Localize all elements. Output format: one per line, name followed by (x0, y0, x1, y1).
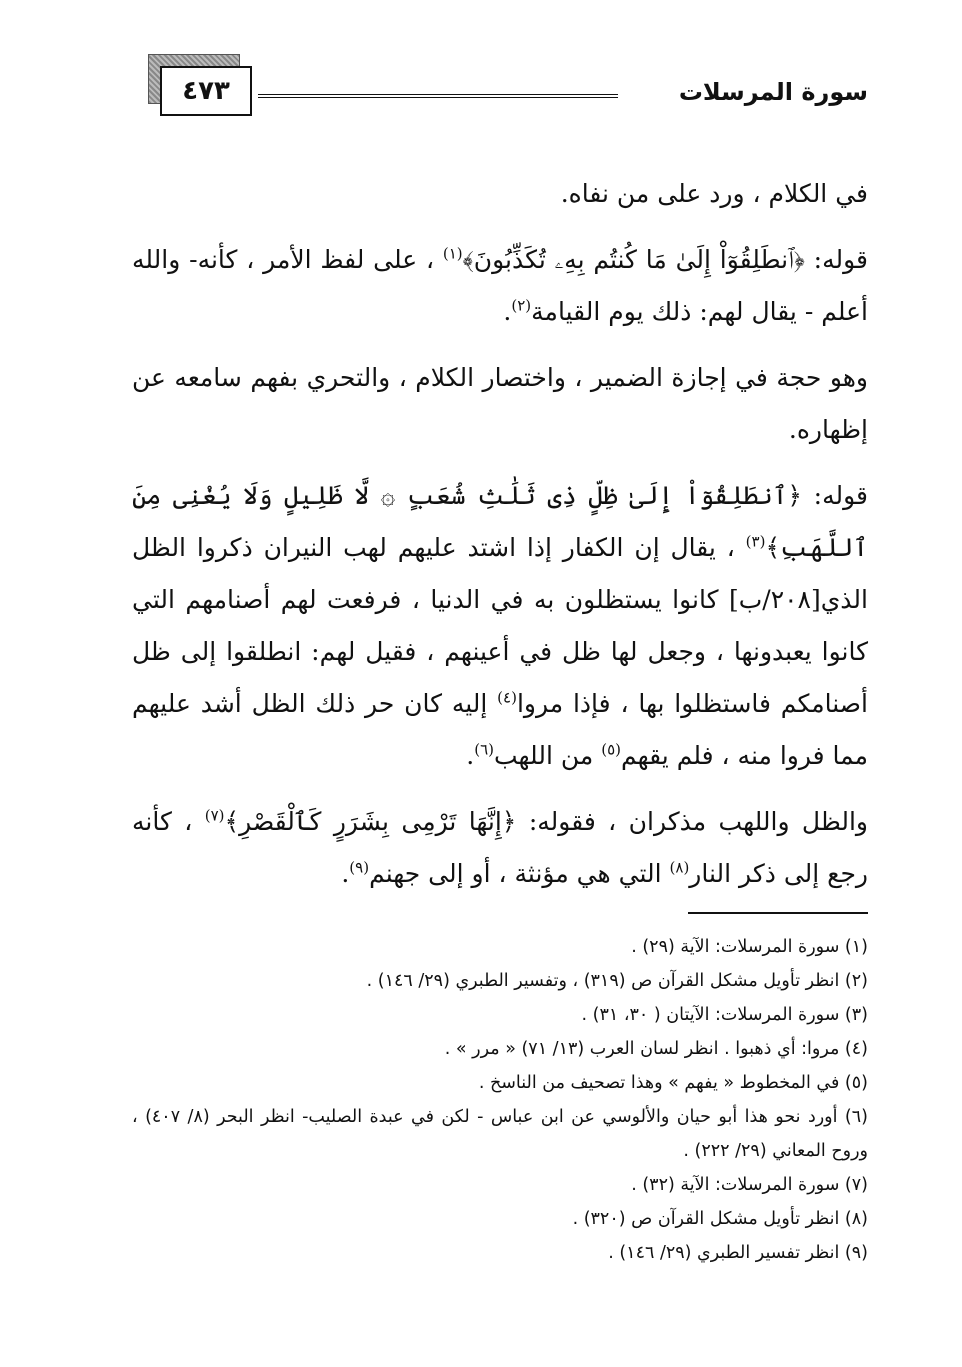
footnote-ref: (١) (442, 244, 463, 263)
text-span: . (466, 741, 475, 770)
footnotes (132, 930, 868, 1270)
footnote: (٩) انظر تفسير الطبري (٢٩/ ١٤٦) . (608, 1243, 868, 1263)
footnote-ref: (٣) (745, 532, 766, 551)
text-span: في الكلام ، ورد على من نفاه. (560, 179, 868, 208)
footnote-separator (688, 912, 868, 914)
footnote-ref: (٢) (511, 296, 532, 315)
footnote: (١) سورة المرسلات: الآية (٢٩) . (631, 937, 868, 957)
text-span: قوله: (802, 481, 868, 510)
footnote-ref: (٥) (601, 740, 621, 759)
text-span: . (503, 297, 512, 326)
text-span: ، يقال إن الكفار إذا اشتد عليهم لهب النيران ذكروا الظل الذي[٢٠٨/ب] كانوا يستظلون به في الدنيا ، فرفعت لهم أصنامهم التي كانوا يعبدونها ، وجعل لها ظل في أعينهم ، فقيل لهم: انطلقوا إلى ظل أصنامكم فاستظلوا بها ، فإذا مروا (132, 533, 868, 718)
text-span: إليه كان حر ذلك الظل أشد عليهم مما فروا منه ، فلم يقهم (132, 689, 868, 770)
text-span: . (341, 859, 350, 888)
text-span: وهو حجة في إجازة الضمير ، واختصار الكلام ، والتحري بفهم سامعه عن إظهاره. (132, 363, 868, 444)
footnote-ref: (٩) (349, 858, 370, 877)
footnote: (٤) مروا: أي ذهبوا . انظر لسان العرب (١٣/ ٧١) « مرر » . (444, 1039, 868, 1059)
quran-verse: ﴿إِنَّهَا تَرْمِى بِشَرَرٍ كَٱلْقَصْرِ﴾ (224, 807, 517, 836)
footnote-ref: (٤) (497, 688, 517, 707)
paragraph (132, 470, 868, 782)
text-span: ، كأنه رجع إلى ذكر النار (132, 807, 868, 888)
footnote: (٥) في المخطوط « يفهم » وهذا تصحيف من الناسخ . (478, 1073, 868, 1093)
footnote: (٦) أورد نحو هذا أبو حيان والألوسي عن ابن عباس - لكن في عبدة الصليب- انظر البحر (٨/ ٤٠٧) ، وروح المعاني (٢٩/ ٢٢٢) . (132, 1107, 868, 1161)
footnote: (٢) انظر تأويل مشكل القرآن ص (٣١٩) ، وتفسير الطبري (٢٩/ ١٤٦) . (366, 971, 868, 991)
header-rule (258, 94, 618, 98)
paragraph (132, 168, 868, 220)
footnote-ref: (٧) (204, 806, 225, 825)
paragraph (132, 352, 868, 456)
footnote-ref: (٨) (669, 858, 690, 877)
text-span: التي هي مؤنثة ، أو إلى جهنم (369, 859, 670, 888)
footnote: (٧) سورة المرسلات: الآية (٣٢) . (631, 1175, 868, 1195)
footnote: (٣) سورة المرسلات: الآيتان ( ٣٠، ٣١) . (581, 1005, 868, 1025)
quran-verse: ﴿ٱنطَلِقُوٓاْ إِلَىٰ ظِلٍّ ذِى ثَلَٰثِ شُعَبٍ ۞ لَّا ظَلِيلٍ وَلَا يُغْنِى مِنَ ٱللَّهَبِ﴾ (132, 481, 868, 562)
paragraph (132, 796, 868, 900)
text-span: والظل واللهب مذكران ، فقوله: (516, 807, 868, 836)
surah-title: سورة المرسلات (678, 78, 868, 106)
text-span: قوله: (804, 245, 868, 274)
quran-verse: ﴿ٱنطَلِقُوٓاْ إِلَىٰ مَا كُنتُم بِهِۦ تُكَذِّبُونَ﴾ (462, 245, 805, 274)
text-span: ، على لفظ الأمر ، كأنه- والله أعلم - يقال لهم: ذلك يوم القيامة (132, 245, 868, 326)
paragraph (132, 234, 868, 338)
footnote-ref: (٦) (474, 740, 494, 759)
main-text (132, 168, 868, 914)
footnote: (٨) انظر تأويل مشكل القرآن ص (٣٢٠) . (572, 1209, 868, 1229)
page-number: ٤٧٣ (160, 66, 252, 116)
page-header (0, 48, 962, 128)
text-span: من اللهب (493, 741, 602, 770)
